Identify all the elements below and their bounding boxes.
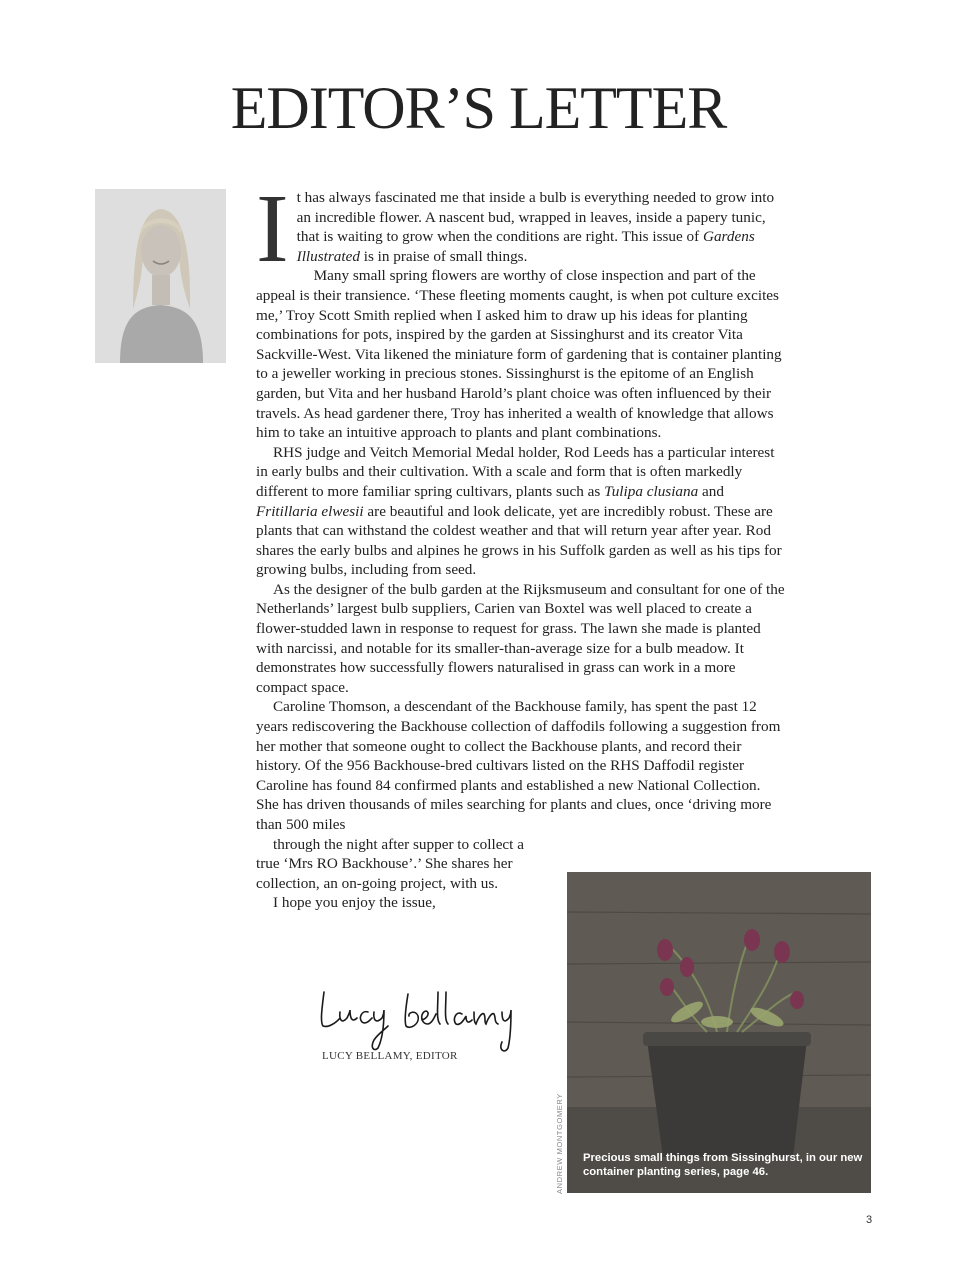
fritillaria-pot-photo bbox=[567, 872, 871, 1193]
page-title: EDITOR’S LETTER bbox=[230, 75, 727, 141]
paragraph-3-text-a: RHS judge and Veitch Memorial Medal holder, Rod Leeds has a particular interest in early bulbs and their cultivation. With a scale and form that is often markedly different to more familiar spring cultivars, plants such as bbox=[256, 443, 775, 500]
editor-name-title: LUCY BELLAMY, EDITOR bbox=[322, 1050, 458, 1062]
paragraph-1-end: is in praise of small things. bbox=[359, 247, 528, 265]
plant-name-tulipa: Tulipa clusiana bbox=[604, 482, 699, 500]
paragraph-6: I hope you enjoy the issue, bbox=[273, 894, 436, 912]
photo-credit: ANDREW MONTGOMERY bbox=[555, 1093, 564, 1194]
paragraph-3-text-c: are beautiful and look delicate, yet are incredibly robust. These are plants that can withstand the coldest weather and that will return year after year. Rod shares the early bulbs and alpines he grows in his Suffolk garden as well as his tips for growing bulbs, including from seed. bbox=[256, 502, 782, 579]
paragraph-3-text-b: and bbox=[698, 482, 724, 500]
magazine-title-italic: Gardens Illustrated bbox=[296, 228, 755, 265]
paragraph-4: As the designer of the bulb garden at the Rijksmuseum and consultant for one of the Netherlands’ largest bulb suppliers, Carien van Boxtel was well placed to create a flower-studded lawn in response to request for grass. The lawn she made is planted with narcissi, and notable for its smaller-than-average size for a bulb meadow. It demonstrates how successfully flowers naturalised in grass can work in a more compact space. bbox=[256, 580, 785, 696]
paragraph-5 bbox=[256, 697, 786, 893]
editor-portrait-image bbox=[95, 189, 226, 363]
plant-name-fritillaria: Fritillaria elwesii bbox=[256, 502, 364, 520]
letter-body bbox=[256, 175, 786, 913]
paragraph-3 bbox=[256, 443, 786, 580]
drop-cap: I bbox=[256, 175, 289, 283]
paragraph-1 bbox=[256, 175, 786, 283]
paragraph-5-text: Caroline Thomson, a descendant of the Backhouse family, has spent the past 12 years rediscovering the Backhouse collection of daffodils following a suggestion from her mother that someone ought to collect the Backhouse plants, and record their history. Of the 956 Backhouse-bred cultivars listed on the RHS Daffodil register Caroline has found 84 confirmed plants and established a new National Collection. She has driven thousands of miles searching for plants and clues, once ‘driving more than 500 miles bbox=[256, 698, 781, 833]
paragraph-5-narrow-text: through the night after supper to collect a true ‘Mrs RO Backhouse’.’ She shares her collection, an on-going project, with us. bbox=[256, 835, 524, 892]
photo-caption: Precious small things from Sissinghurst, in our new container planting series, page 46. bbox=[583, 1152, 863, 1178]
page-number: 3 bbox=[866, 1214, 873, 1226]
paragraph-2: Many small spring flowers are worthy of close inspection and part of the appeal is their transience. ‘These fleeting moments caught, is when pot culture excites me,’ Troy Scott Smith replied when I asked him to draw up his ideas for planting combinations for pots, inspired by the garden at Sissinghurst and its creator Vita Sackville-West. Vita likened the miniature form of gardening that is container planting to a jeweller working in precious stones. Sissinghurst is the epitome of an English garden, but Vita and her husband Harold’s plant choice was often influenced by their travels. As head gardener there, Troy has inherited a wealth of knowledge that allows him to take an intuitive approach to plants and plant combinations. bbox=[256, 267, 782, 442]
paragraph-1-text: t has always fascinated me that inside a bulb is everything needed to grow into an incredible flower. A nascent bud, wrapped in leaves, inside a papery tunic, that is waiting to grow when the conditions are right. This issue of bbox=[296, 189, 775, 246]
